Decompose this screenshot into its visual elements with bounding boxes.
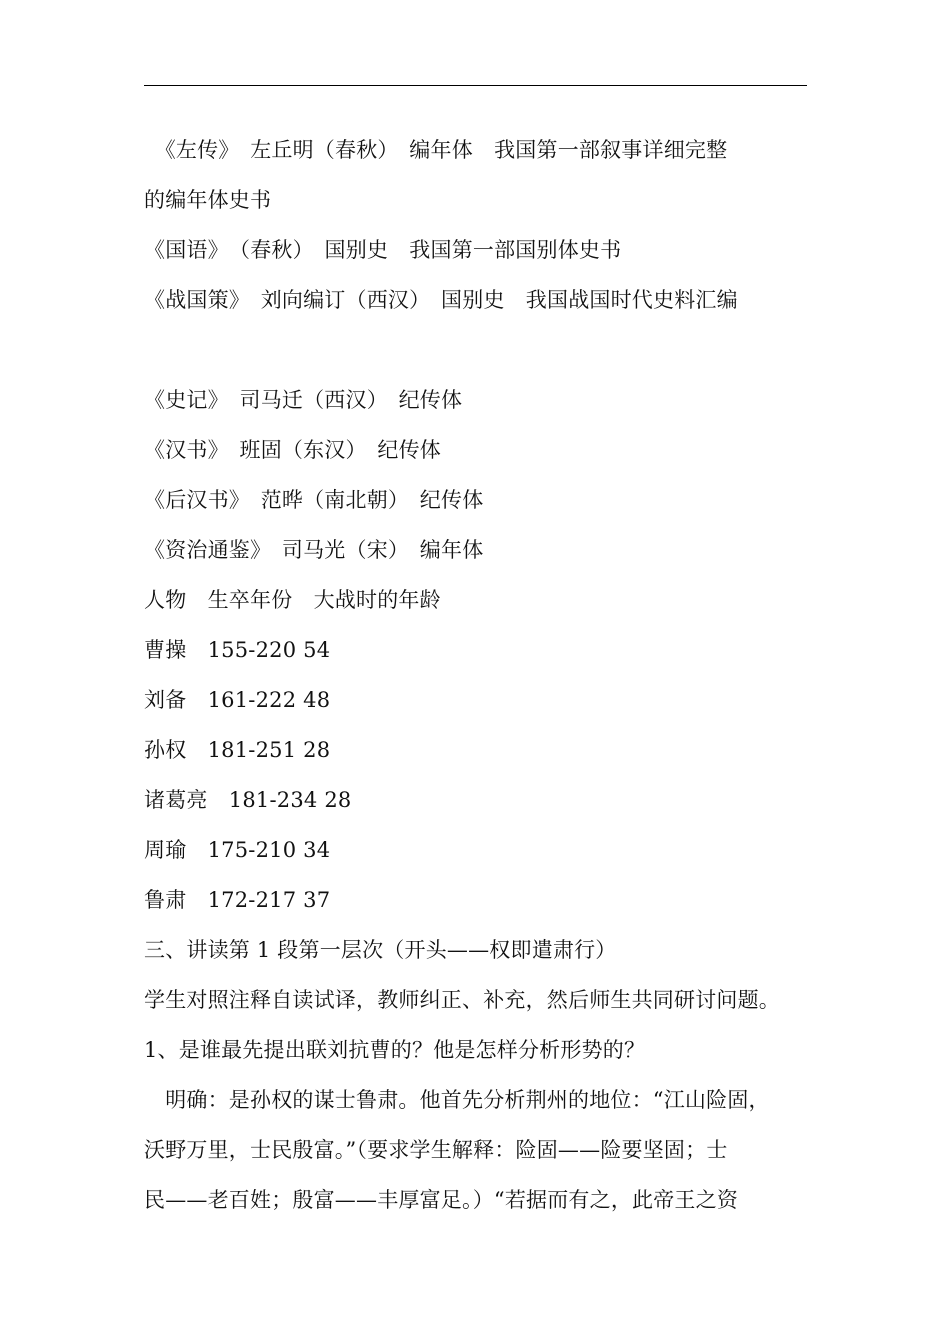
header-rule <box>144 85 807 86</box>
text-line: 《资治通鉴》 司马光（宋） 编年体 <box>144 538 484 562</box>
text-line: 的编年体史书 <box>144 188 272 212</box>
document-body <box>144 125 814 1225</box>
text-line: 《后汉书》 范晔（南北朝） 纪传体 <box>144 488 484 512</box>
text-line: 沃野万里，士民殷富。”（要求学生解释：险固——险要坚固；士 <box>144 1138 728 1162</box>
text-line: 民——老百姓；殷富——丰厚富足。）“若据而有之，此帝王之资 <box>144 1188 739 1212</box>
text-line: 《左传》 左丘明（春秋） 编年体 我国第一部叙事详细完整 <box>144 138 728 162</box>
text-line: 明确：是孙权的谋士鲁肃。他首先分析荆州的地位：“江山险固， <box>144 1088 770 1112</box>
text-line: 孙权 181-251 28 <box>144 738 331 762</box>
blank-line <box>144 325 814 375</box>
text-line: 《汉书》 班固（东汉） 纪传体 <box>144 438 441 462</box>
text-line: 鲁肃 172-217 37 <box>144 888 331 912</box>
text-line: 刘备 161-222 48 <box>144 688 331 712</box>
text-line: 《战国策》 刘向编订（西汉） 国别史 我国战国时代史料汇编 <box>144 288 738 312</box>
text-line: 曹操 155-220 54 <box>144 638 331 662</box>
text-line: 学生对照注释自读试译，教师纠正、补充，然后师生共同研讨问题。 <box>144 988 780 1012</box>
text-line: 人物 生卒年份 大战时的年龄 <box>144 588 441 612</box>
text-line: 《国语》 （春秋） 国别史 我国第一部国别体史书 <box>144 238 622 262</box>
text-line: 周瑜 175-210 34 <box>144 838 331 862</box>
text-line: 《史记》 司马迁（西汉） 纪传体 <box>144 388 463 412</box>
text-line: 1、是谁最先提出联刘抗曹的？他是怎样分析形势的？ <box>144 1038 646 1062</box>
text-line: 诸葛亮 181-234 28 <box>144 788 352 812</box>
text-line: 三、讲读第 1 段第一层次（开头——权即遣肃行） <box>144 938 617 962</box>
